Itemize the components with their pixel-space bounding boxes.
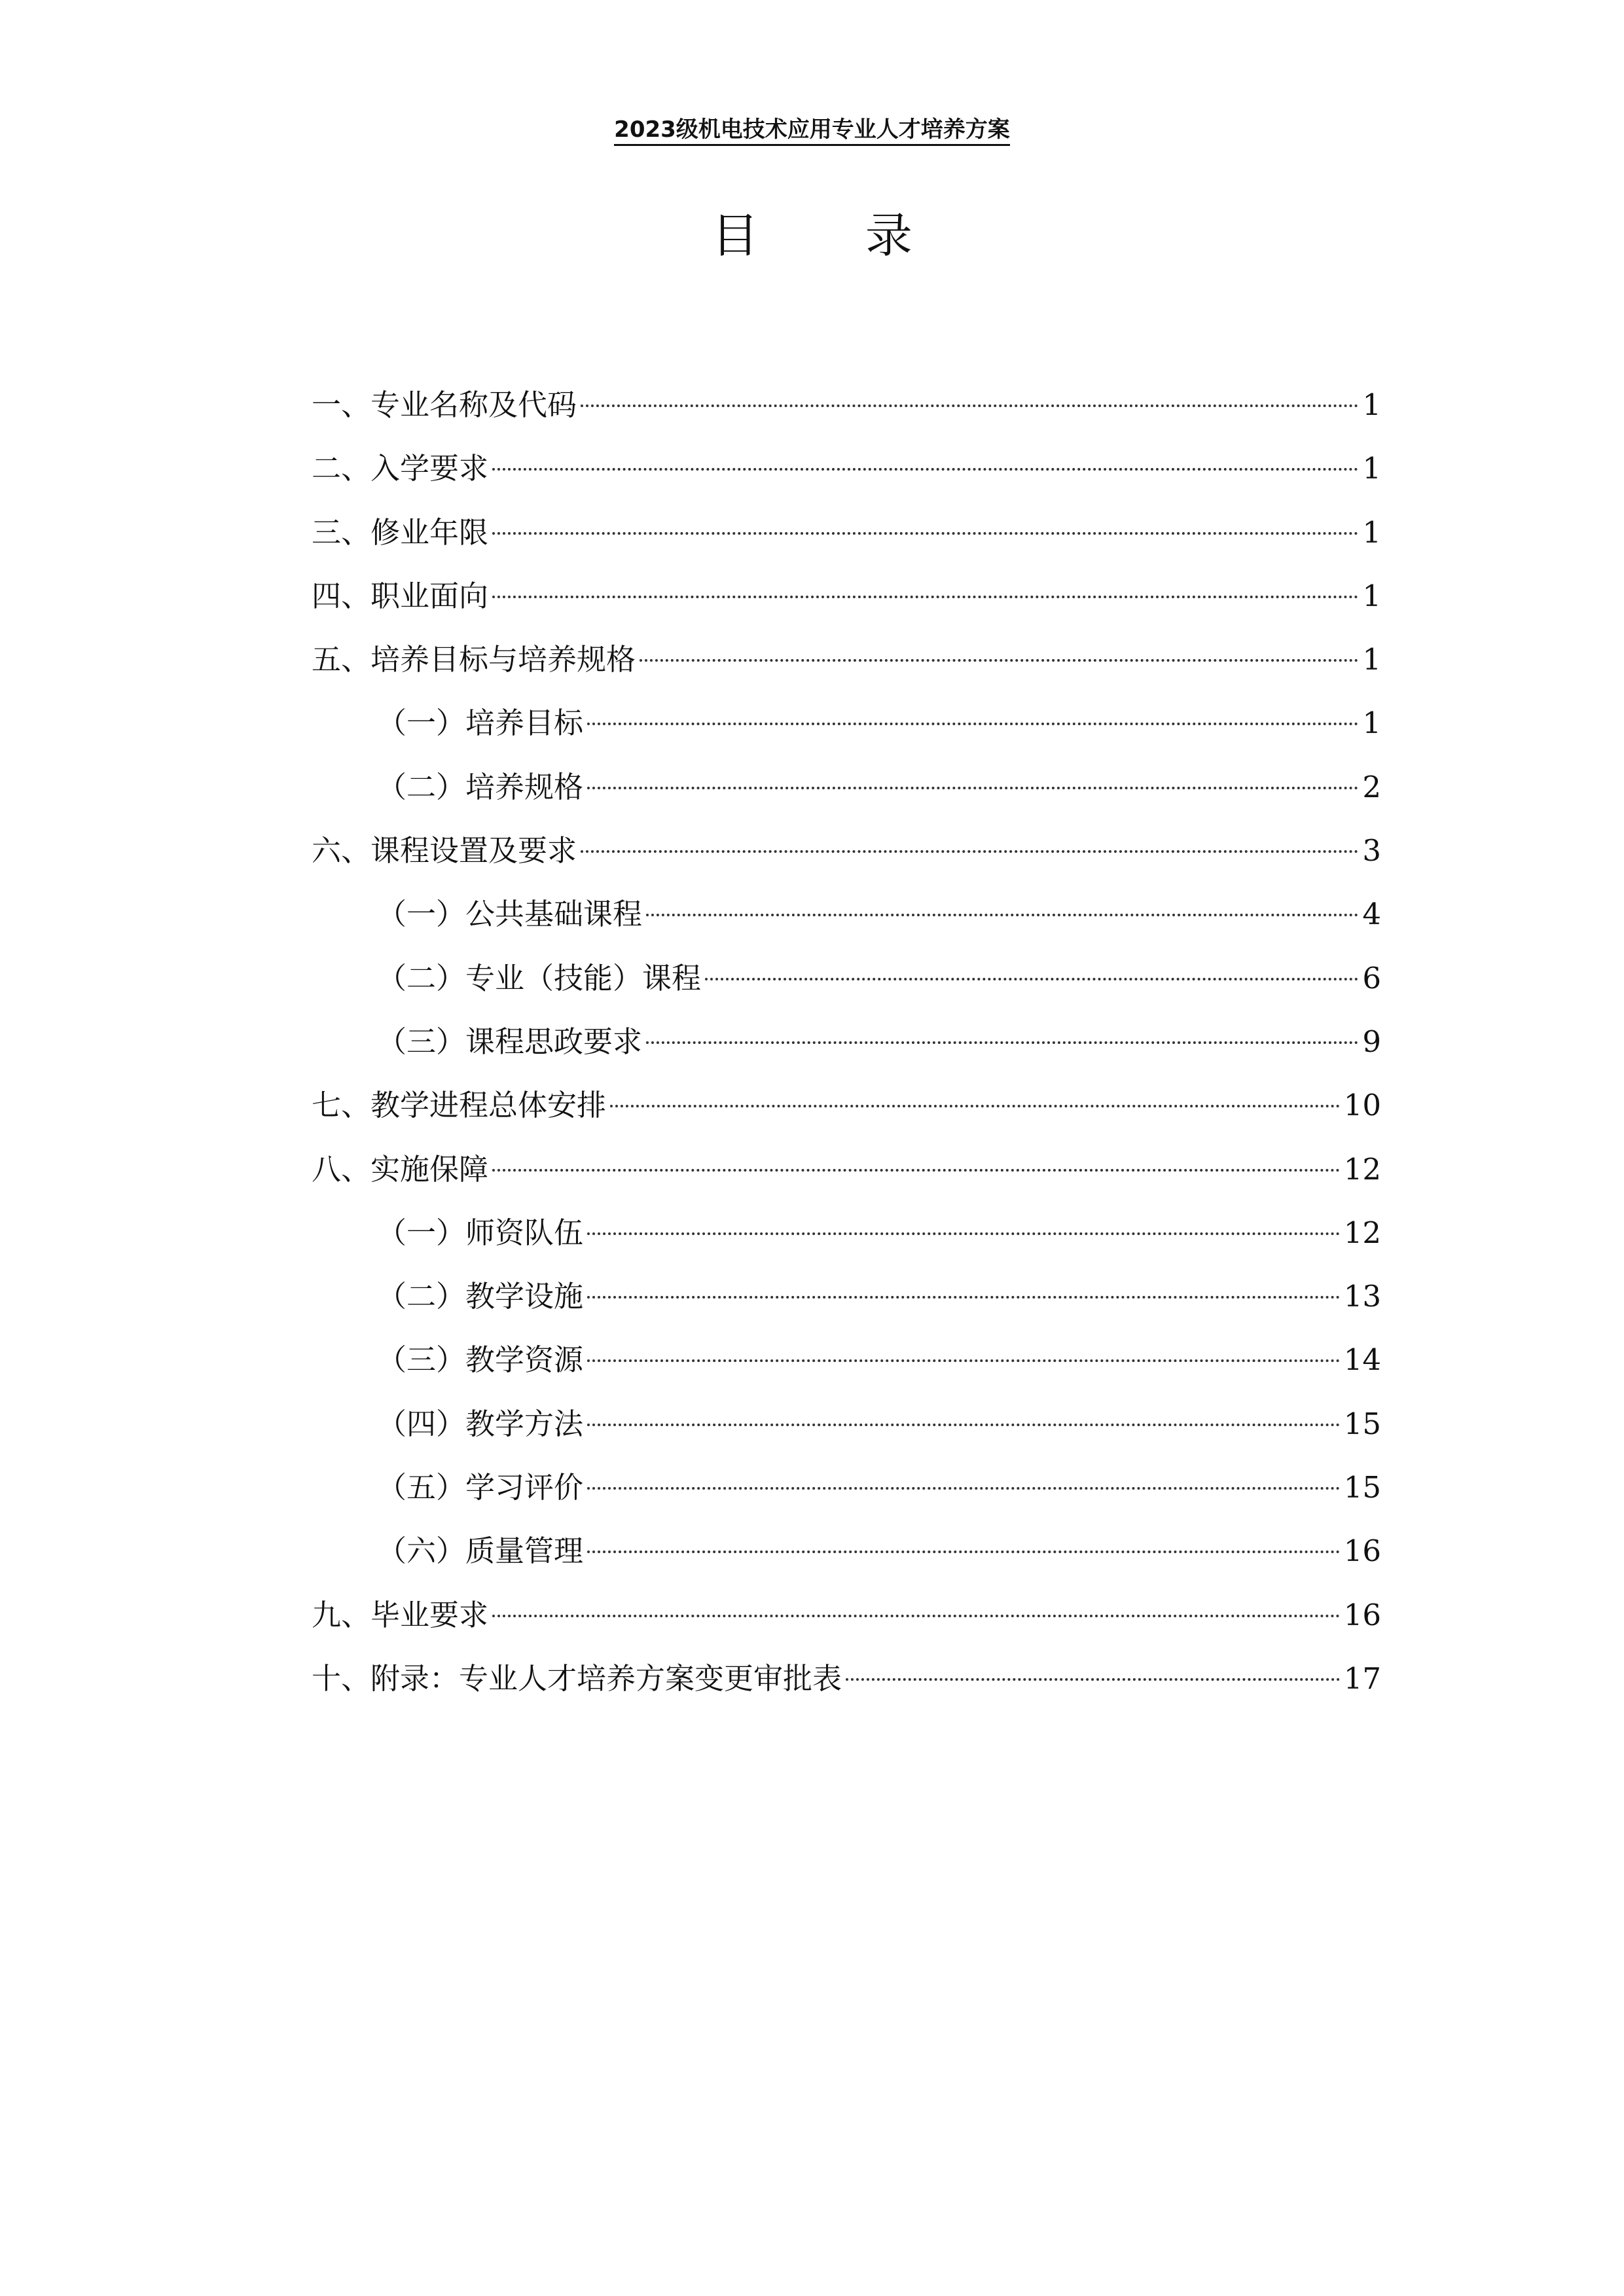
toc-entry-page-number: 12 bbox=[1343, 1151, 1381, 1187]
toc-entry[interactable] bbox=[312, 633, 1381, 696]
toc-entry[interactable] bbox=[312, 1461, 1381, 1524]
toc-entry-label: （二）培养规格 bbox=[377, 769, 584, 804]
toc-entry-page-number: 1 bbox=[1362, 387, 1381, 422]
running-header bbox=[0, 117, 1624, 143]
toc-entry-label: （三）教学资源 bbox=[377, 1342, 584, 1378]
toc-entry-label: （一）师资队伍 bbox=[377, 1215, 584, 1250]
toc-entry-label: （一）培养目标 bbox=[377, 706, 584, 741]
toc-entry[interactable] bbox=[312, 888, 1381, 951]
toc-dot-leader bbox=[610, 1079, 1340, 1115]
toc-entry[interactable] bbox=[312, 761, 1381, 824]
toc-entry[interactable] bbox=[312, 1652, 1381, 1715]
toc-entry-label: （二）教学设施 bbox=[377, 1279, 584, 1314]
toc-entry-page-number: 12 bbox=[1343, 1215, 1381, 1250]
table-of-contents bbox=[312, 378, 1381, 1715]
toc-entry[interactable] bbox=[312, 1524, 1381, 1588]
toc-entry-label: （二）专业（技能）课程 bbox=[377, 960, 702, 996]
toc-dot-leader bbox=[587, 696, 1358, 733]
toc-dot-leader bbox=[640, 633, 1358, 670]
running-header-text: 2023级机电技术应用专业人才培养方案 bbox=[614, 117, 1010, 146]
toc-entry[interactable] bbox=[312, 1397, 1381, 1461]
toc-entry-page-number: 16 bbox=[1343, 1597, 1381, 1632]
toc-dot-leader bbox=[587, 1206, 1340, 1243]
toc-entry-label: 三、修业年限 bbox=[312, 514, 489, 550]
toc-entry-label: 二、入学要求 bbox=[312, 451, 489, 486]
toc-entry-page-number: 2 bbox=[1362, 769, 1381, 804]
toc-entry[interactable] bbox=[312, 1206, 1381, 1270]
toc-entry[interactable] bbox=[312, 442, 1381, 505]
toc-dot-leader bbox=[846, 1652, 1340, 1689]
toc-dot-leader bbox=[587, 761, 1358, 797]
toc-entry[interactable] bbox=[312, 378, 1381, 442]
toc-entry-label: （五）学习评价 bbox=[377, 1470, 584, 1505]
toc-dot-leader bbox=[587, 1524, 1340, 1561]
toc-entry-label: 十、附录：专业人才培养方案变更审批表 bbox=[312, 1660, 842, 1696]
toc-entry[interactable] bbox=[312, 952, 1381, 1015]
toc-entry-page-number: 4 bbox=[1362, 897, 1381, 932]
toc-entry-page-number: 3 bbox=[1362, 833, 1381, 869]
toc-entry-label: 八、实施保障 bbox=[312, 1151, 489, 1187]
toc-dot-leader bbox=[492, 506, 1358, 543]
toc-entry-page-number: 16 bbox=[1343, 1534, 1381, 1569]
toc-entry[interactable] bbox=[312, 1270, 1381, 1333]
toc-entry[interactable] bbox=[312, 1015, 1381, 1079]
toc-dot-leader bbox=[587, 1333, 1340, 1370]
toc-dot-leader bbox=[581, 824, 1358, 861]
toc-dot-leader bbox=[581, 378, 1358, 415]
toc-entry[interactable] bbox=[312, 569, 1381, 633]
toc-dot-leader bbox=[492, 442, 1358, 478]
toc-entry-label: （四）教学方法 bbox=[377, 1406, 584, 1441]
toc-dot-leader bbox=[646, 888, 1358, 924]
toc-dot-leader bbox=[492, 1588, 1340, 1625]
toc-entry-page-number: 15 bbox=[1343, 1406, 1381, 1441]
toc-entry-label: 六、课程设置及要求 bbox=[312, 833, 577, 869]
toc-entry[interactable] bbox=[312, 696, 1381, 760]
toc-entry[interactable] bbox=[312, 506, 1381, 569]
toc-dot-leader bbox=[587, 1270, 1340, 1306]
toc-entry[interactable] bbox=[312, 1333, 1381, 1397]
toc-entry-label: （三）课程思政要求 bbox=[377, 1024, 643, 1059]
toc-entry[interactable] bbox=[312, 1143, 1381, 1206]
toc-entry-page-number: 15 bbox=[1343, 1470, 1381, 1505]
toc-entry-page-number: 1 bbox=[1362, 451, 1381, 486]
toc-entry-page-number: 1 bbox=[1362, 578, 1381, 613]
toc-entry-page-number: 14 bbox=[1343, 1342, 1381, 1378]
toc-entry-page-number: 17 bbox=[1343, 1660, 1381, 1696]
toc-entry-label: 五、培养目标与培养规格 bbox=[312, 642, 636, 677]
toc-entry-page-number: 9 bbox=[1362, 1024, 1381, 1059]
toc-entry-label: 一、专业名称及代码 bbox=[312, 387, 577, 422]
toc-entry-label: 九、毕业要求 bbox=[312, 1597, 489, 1632]
toc-dot-leader bbox=[492, 1143, 1340, 1179]
toc-dot-leader bbox=[646, 1015, 1358, 1052]
toc-entry-page-number: 1 bbox=[1362, 514, 1381, 550]
toc-entry[interactable] bbox=[312, 824, 1381, 888]
toc-entry-page-number: 1 bbox=[1362, 706, 1381, 741]
toc-dot-leader bbox=[492, 569, 1358, 606]
toc-entry[interactable] bbox=[312, 1079, 1381, 1142]
toc-entry-page-number: 13 bbox=[1343, 1279, 1381, 1314]
toc-entry-label: （六）质量管理 bbox=[377, 1534, 584, 1569]
toc-dot-leader bbox=[587, 1397, 1340, 1434]
toc-entry[interactable] bbox=[312, 1588, 1381, 1652]
toc-title: 目 录 bbox=[712, 208, 958, 263]
toc-entry-label: 四、职业面向 bbox=[312, 578, 489, 613]
toc-dot-leader bbox=[705, 952, 1358, 988]
toc-entry-page-number: 10 bbox=[1343, 1088, 1381, 1123]
toc-entry-page-number: 1 bbox=[1362, 642, 1381, 677]
toc-entry-page-number: 6 bbox=[1362, 960, 1381, 996]
toc-dot-leader bbox=[587, 1461, 1340, 1498]
toc-entry-label: （一）公共基础课程 bbox=[377, 897, 643, 932]
toc-entry-label: 七、教学进程总体安排 bbox=[312, 1088, 607, 1123]
